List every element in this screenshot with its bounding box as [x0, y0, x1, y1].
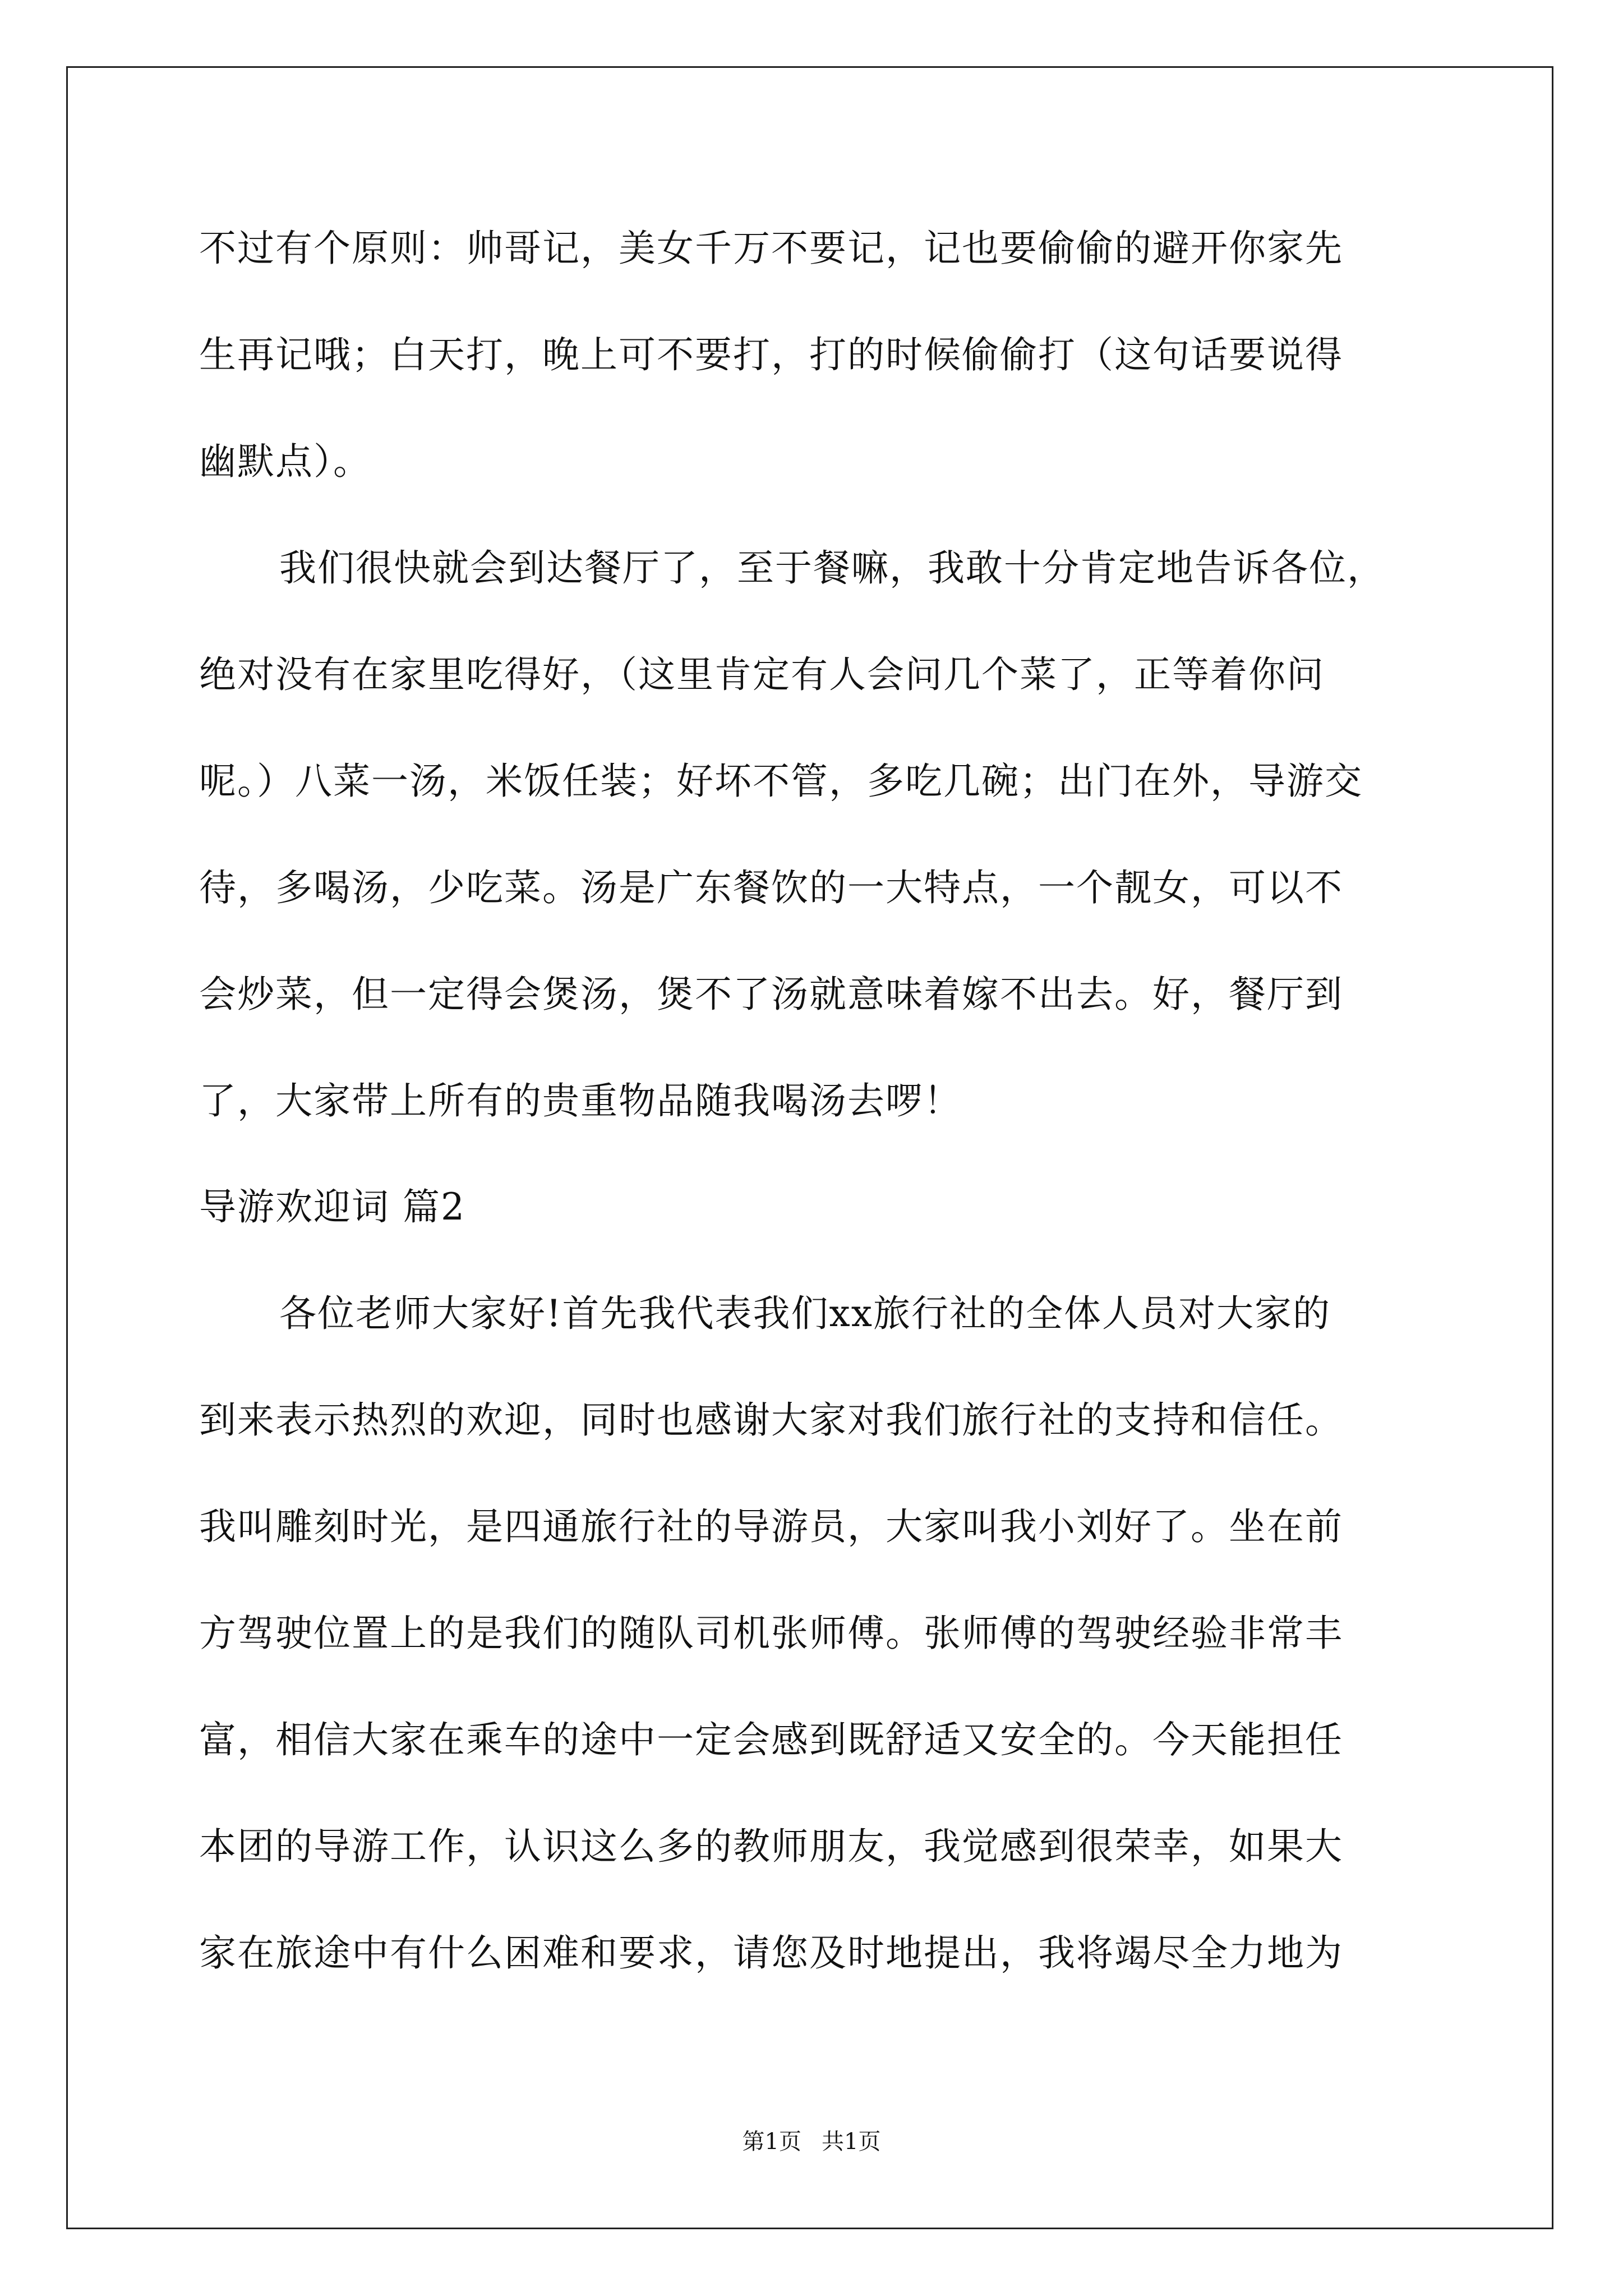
text-line: 了，大家带上所有的贵重物品随我喝汤去啰！ [199, 1079, 962, 1122]
text-line: 家在旅途中有什么困难和要求，请您及时地提出，我将竭尽全力地为 [199, 1931, 1343, 1975]
text-line: 不过有个原则：帅哥记，美女千万不要记，记也要偷偷的避开你家先 [199, 227, 1343, 270]
text-line: 各位老师大家好!首先我代表我们xx旅行社的全体人员对大家的 [279, 1292, 1331, 1335]
text-line: 呢。）八菜一汤，米饭任装；好坏不管，多吃几碗；出门在外，导游交 [199, 760, 1363, 803]
text-line: 绝对没有在家里吃得好，（这里肯定有人会问几个菜了，正等着你问 [199, 653, 1325, 696]
page-footer [0, 2128, 1623, 2156]
text-line: 幽默点）。 [199, 440, 371, 483]
text-line: 富，相信大家在乘车的途中一定会感到既舒适又安全的。今天能担任 [199, 1718, 1343, 1761]
page-number: 第1页 [742, 2129, 801, 2155]
text-line: 到来表示热烈的欢迎，同时也感谢大家对我们旅行社的支持和信任。 [199, 1398, 1343, 1442]
text-line: 本团的导游工作，认识这么多的教师朋友，我觉感到很荣幸，如果大 [199, 1825, 1343, 1868]
page-border [66, 66, 1553, 2229]
text-line: 待，多喝汤，少吃菜。汤是广东餐饮的一大特点，一个靓女，可以不 [199, 866, 1343, 909]
text-line: 生再记哦；白天打，晚上可不要打，打的时候偷偷打（这句话要说得 [199, 333, 1343, 376]
text-line: 我叫雕刻时光，是四通旅行社的导游员，大家叫我小刘好了。坐在前 [199, 1505, 1343, 1548]
text-line: 会炒菜，但一定得会煲汤，煲不了汤就意味着嫁不出去。好，餐厅到 [199, 973, 1343, 1016]
text-line: 我们很快就会到达餐厅了，至于餐嘛，我敢十分肯定地告诉各位， [279, 546, 1385, 590]
text-line: 方驾驶位置上的是我们的随队司机张师傅。张师傅的驾驶经验非常丰 [199, 1612, 1343, 1655]
page-total: 共1页 [822, 2129, 881, 2155]
section-heading: 导游欢迎词 篇2 [199, 1185, 465, 1228]
